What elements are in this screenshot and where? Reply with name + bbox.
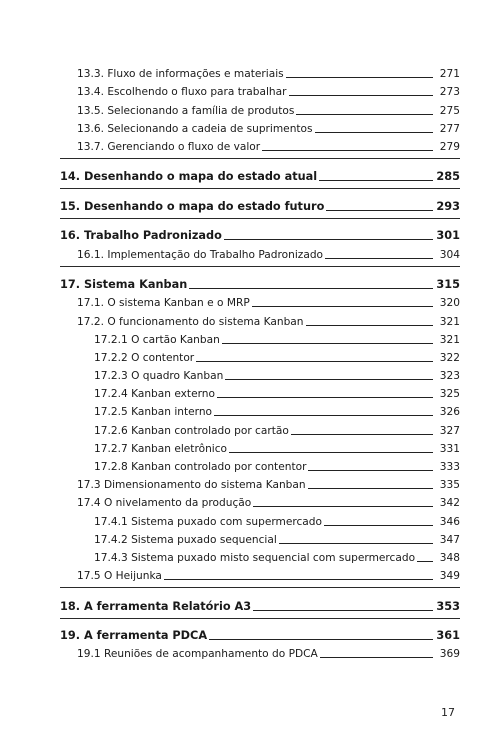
toc-entry bbox=[60, 594, 460, 614]
toc-entry-page: 321 bbox=[439, 315, 460, 328]
toc-leader-line bbox=[189, 288, 433, 289]
toc-entry bbox=[60, 99, 460, 117]
toc-leader-line bbox=[306, 325, 434, 326]
toc-entry-title: 13.6. Selecionando a cadeia de suprimentos bbox=[77, 122, 313, 135]
toc-leader-line bbox=[296, 114, 433, 115]
toc-entry bbox=[60, 81, 460, 99]
toc-entry-title: 14. Desenhando o mapa do estado atual bbox=[60, 170, 318, 184]
toc-leader-line bbox=[326, 210, 433, 211]
toc-entry-page: 333 bbox=[439, 461, 460, 473]
section-divider bbox=[60, 266, 460, 267]
toc-leader-line bbox=[417, 561, 433, 562]
toc-entry-title: 17.2.8 Kanban controlado por contentor bbox=[94, 461, 307, 473]
toc-entry-title: 17.2.6 Kanban controlado por cartão bbox=[94, 424, 289, 437]
toc-leader-line bbox=[164, 579, 433, 580]
toc-entry bbox=[60, 310, 460, 328]
toc-entry-title: 15. Desenhando o mapa do estado futuro bbox=[60, 199, 325, 213]
toc-entry-page: 327 bbox=[439, 424, 460, 437]
toc-entry bbox=[60, 383, 460, 401]
toc-entry-title: 19.1 Reuniões de acompanhamento do PDCA bbox=[77, 648, 318, 661]
toc-leader-line bbox=[222, 343, 433, 344]
toc-entry bbox=[60, 438, 460, 456]
toc-leader-line bbox=[319, 180, 433, 181]
toc-entry-title: 17. Sistema Kanban bbox=[60, 278, 188, 292]
toc-entry-title: 17.2.5 Kanban interno bbox=[94, 406, 213, 419]
toc-entry-title: 13.7. Gerenciando o fluxo de valor bbox=[77, 140, 261, 153]
toc-entry-page: 331 bbox=[439, 442, 460, 455]
toc-leader-line bbox=[308, 488, 433, 489]
toc-entry-page: 304 bbox=[439, 248, 460, 261]
toc-entry-title: 17.2. O funcionamento do sistema Kanban bbox=[77, 315, 304, 328]
toc-entry-page: 277 bbox=[439, 122, 460, 135]
toc-entry bbox=[60, 643, 460, 661]
toc-entry-title: 17.2.1 O cartão Kanban bbox=[94, 333, 220, 346]
toc-entry-page: 348 bbox=[439, 551, 460, 564]
toc-entry-title: 17.5 O Heijunka bbox=[77, 570, 162, 583]
toc-entry-page: 285 bbox=[436, 170, 460, 184]
toc-leader-line bbox=[196, 361, 433, 362]
toc-entry-page: 315 bbox=[436, 278, 460, 292]
table-of-contents bbox=[60, 63, 460, 661]
toc-entry-page: 275 bbox=[439, 104, 460, 117]
toc-entry bbox=[60, 292, 460, 310]
toc-entry-page: 293 bbox=[436, 199, 460, 213]
toc-entry-title: 16.1. Implementação do Trabalho Padronizado bbox=[77, 248, 324, 261]
toc-leader-line bbox=[217, 397, 433, 398]
toc-leader-line bbox=[209, 639, 433, 640]
toc-leader-line bbox=[214, 415, 433, 416]
toc-leader-line bbox=[291, 434, 433, 435]
toc-entry-title: 17.4.1 Sistema puxado com supermercado bbox=[94, 515, 322, 528]
toc-entry-title: 17.2.3 O quadro Kanban bbox=[94, 370, 224, 383]
toc-leader-line bbox=[325, 258, 433, 259]
section-divider bbox=[60, 158, 460, 159]
toc-entry-title: 13.3. Fluxo de informações e materiais bbox=[77, 68, 284, 81]
toc-entry-page: 325 bbox=[439, 388, 460, 401]
toc-entry bbox=[60, 118, 460, 136]
toc-entry-title: 16. Trabalho Padronizado bbox=[60, 229, 222, 243]
toc-leader-line bbox=[289, 95, 434, 96]
toc-entry-title: 19. A ferramenta PDCA bbox=[60, 629, 208, 643]
toc-entry bbox=[60, 243, 460, 261]
toc-entry bbox=[60, 547, 460, 565]
toc-entry bbox=[60, 401, 460, 419]
toc-entry-title: 13.4. Escolhendo o fluxo para trabalhar bbox=[77, 86, 287, 99]
toc-leader-line bbox=[225, 379, 433, 380]
toc-entry bbox=[60, 136, 460, 154]
toc-leader-line bbox=[279, 543, 433, 544]
toc-entry-page: 322 bbox=[439, 351, 460, 364]
toc-leader-line bbox=[262, 150, 433, 151]
toc-entry-page: 323 bbox=[439, 370, 460, 383]
toc-entry-page: 301 bbox=[436, 229, 460, 243]
toc-entry bbox=[60, 510, 460, 528]
toc-entry bbox=[60, 492, 460, 510]
toc-entry bbox=[60, 365, 460, 383]
toc-entry-page: 335 bbox=[439, 479, 460, 492]
toc-entry-page: 320 bbox=[439, 297, 460, 310]
toc-leader-line bbox=[253, 506, 433, 507]
toc-entry-page: 353 bbox=[436, 599, 460, 613]
toc-entry-page: 273 bbox=[439, 86, 460, 99]
section-divider bbox=[60, 618, 460, 619]
toc-entry-title: 17.4 O nivelamento da produção bbox=[77, 497, 252, 510]
toc-entry bbox=[60, 624, 460, 644]
toc-entry-title: 17.3 Dimensionamento do sistema Kanban bbox=[77, 479, 306, 492]
toc-entry-page: 279 bbox=[439, 140, 460, 153]
toc-entry-page: 347 bbox=[439, 533, 460, 546]
toc-entry-page: 321 bbox=[439, 333, 460, 346]
section-divider bbox=[60, 188, 460, 189]
page-number: 17 bbox=[441, 706, 455, 719]
toc-entry bbox=[60, 329, 460, 347]
toc-entry bbox=[60, 194, 460, 214]
toc-leader-line bbox=[286, 77, 433, 78]
toc-entry bbox=[60, 347, 460, 365]
toc-leader-line bbox=[229, 452, 433, 453]
toc-leader-line bbox=[253, 610, 433, 611]
toc-entry-title: 17.2.7 Kanban eletrônico bbox=[94, 442, 228, 455]
toc-entry bbox=[60, 456, 460, 474]
toc-leader-line bbox=[224, 239, 433, 240]
toc-leader-line bbox=[315, 132, 433, 133]
toc-entry-title: 13.5. Selecionando a família de produtos bbox=[77, 104, 295, 117]
toc-entry-title: 17.4.2 Sistema puxado sequencial bbox=[94, 533, 277, 546]
toc-entry bbox=[60, 273, 460, 293]
section-divider bbox=[60, 587, 460, 588]
toc-entry bbox=[60, 165, 460, 185]
toc-entry bbox=[60, 419, 460, 437]
toc-leader-line bbox=[252, 306, 433, 307]
toc-entry-title: 17.4.3 Sistema puxado misto sequencial com supermercado bbox=[94, 551, 416, 564]
toc-entry bbox=[60, 565, 460, 583]
toc-entry-title: 17.1. O sistema Kanban e o MRP bbox=[77, 297, 250, 310]
toc-entry-title: 18. A ferramenta Relatório A3 bbox=[60, 599, 252, 613]
toc-leader-line bbox=[308, 470, 433, 471]
toc-leader-line bbox=[320, 657, 433, 658]
toc-entry-page: 326 bbox=[439, 406, 460, 419]
toc-entry bbox=[60, 529, 460, 547]
toc-entry bbox=[60, 63, 460, 81]
toc-entry-page: 271 bbox=[439, 68, 460, 81]
toc-entry-title: 17.2.2 O contentor bbox=[94, 351, 195, 364]
toc-entry-page: 349 bbox=[439, 570, 460, 583]
toc-entry bbox=[60, 224, 460, 244]
toc-entry-title: 17.2.4 Kanban externo bbox=[94, 388, 215, 401]
toc-entry-page: 369 bbox=[439, 648, 460, 661]
toc-entry-page: 342 bbox=[439, 497, 460, 510]
toc-entry bbox=[60, 474, 460, 492]
toc-leader-line bbox=[324, 525, 433, 526]
toc-entry-page: 346 bbox=[439, 515, 460, 528]
toc-entry-page: 361 bbox=[436, 629, 460, 643]
section-divider bbox=[60, 218, 460, 219]
